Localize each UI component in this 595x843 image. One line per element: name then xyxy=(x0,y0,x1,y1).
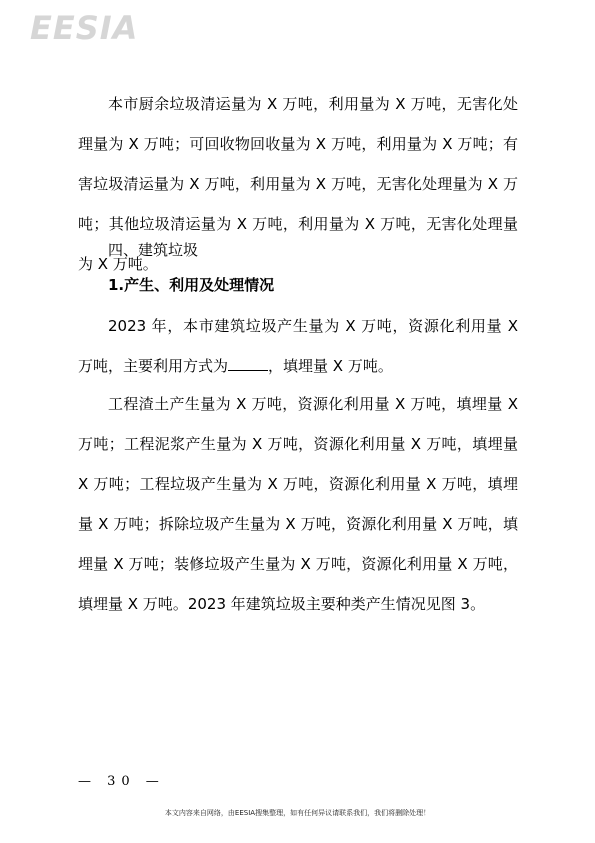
page-number: — 30 — xyxy=(78,774,165,789)
paragraph-household-waste: 本市厨余垃圾清运量为 X 万吨，利用量为 X 万吨，无害化处理量为 X 万吨；可回收物回收量为 X 万吨，利用量为 X 万吨；有害垃圾清运量为 X 万吨，利用量为 X 万吨，无害化处理量为 X 万吨；其他垃圾清运量为 X 万吨，利用量为 X 万吨，无害化处理量为 X 万吨。 xyxy=(78,95,518,273)
paragraph-construction-summary-tail: ，填埋量 X 万吨。 xyxy=(268,357,393,375)
subsection-heading-generation: 1.产生、利用及处理情况 xyxy=(108,276,275,294)
paragraph-construction-summary-text: 2023 年，本市建筑垃圾产生量为 X 万吨，资源化利用量 X 万吨，主要利用方式为 xyxy=(78,317,518,375)
paragraph-construction-breakdown: 工程渣土产生量为 X 万吨，资源化利用量 X 万吨，填埋量 X 万吨；工程泥浆产生量为 X 万吨，资源化利用量 X 万吨，填埋量 X 万吨；工程垃圾产生量为 X 万吨，资源化利用量 X 万吨，填埋量 X 万吨；拆除垃圾产生量为 X 万吨，资源化利用量 X 万吨，填埋量 X 万吨；装修垃圾产生量为 X 万吨，资源化利用量 X 万吨，填埋量 X 万吨。2023 年建筑垃圾主要种类产生情况见图 3。 xyxy=(78,395,518,613)
section-heading-construction-waste: 四、建筑垃圾 xyxy=(108,241,199,259)
paragraph-construction-summary xyxy=(78,306,518,386)
eesia-logo: EESIA xyxy=(30,9,139,47)
footer-disclaimer: 本文内容来自网络，由EESIA搜集整理，如有任何异议请联系我们，我们将删除处理！ xyxy=(164,809,431,817)
fill-in-blank xyxy=(228,356,268,371)
